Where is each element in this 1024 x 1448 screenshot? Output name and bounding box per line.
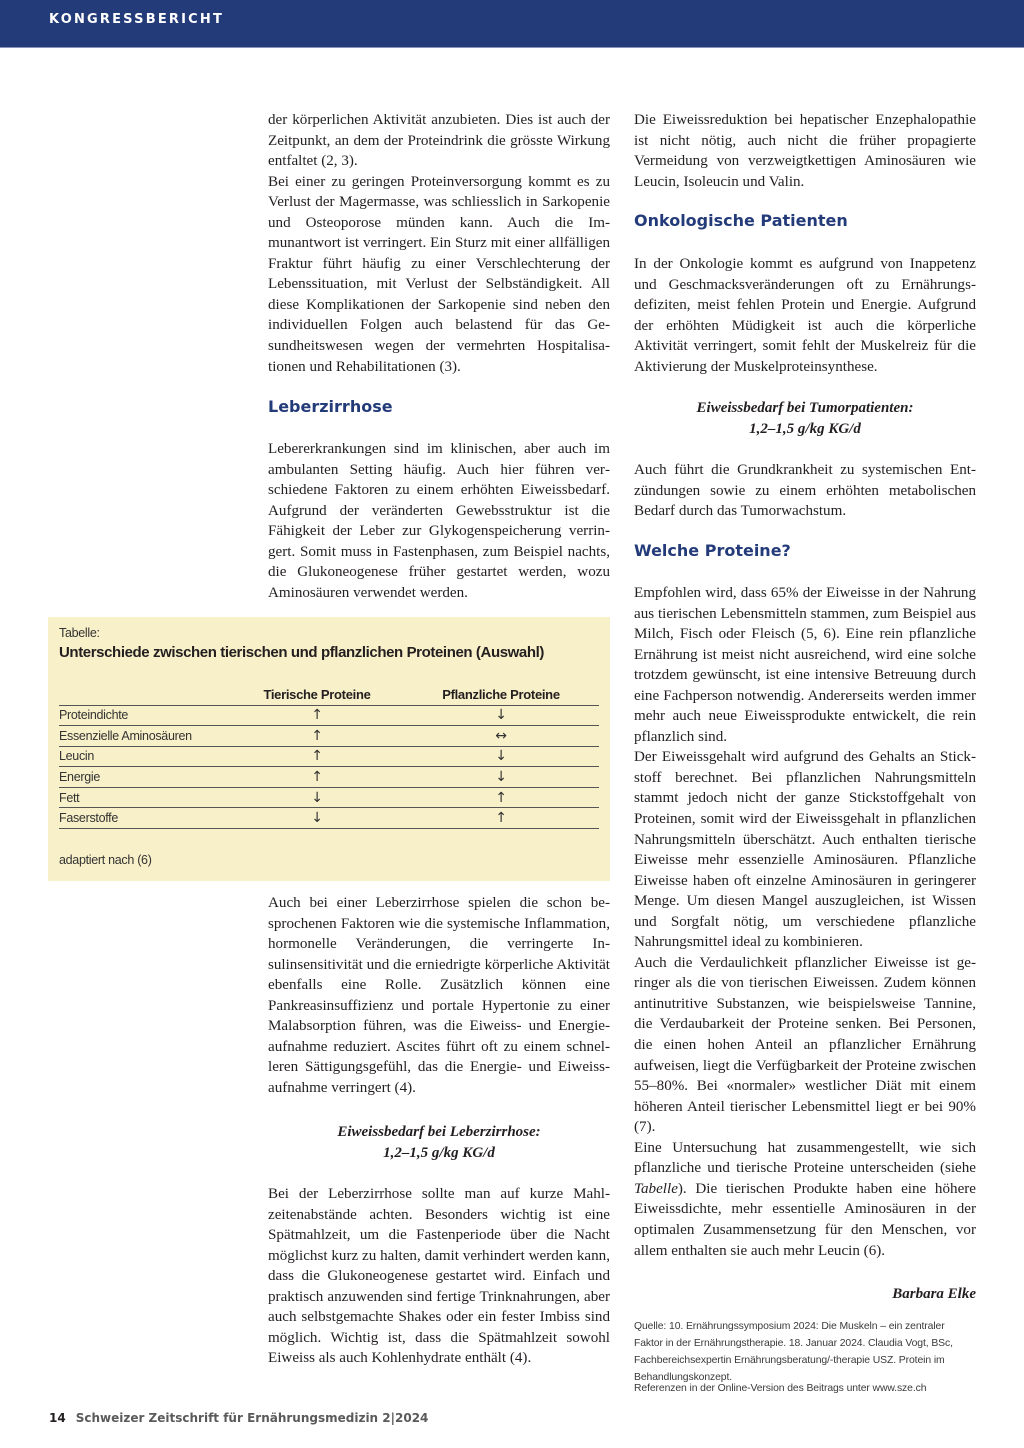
- header-bar: [0, 0, 1024, 48]
- paragraph-proteine-2: Der Eiweissgehalt wird aufgrund des Gehalts an Stickstoff berechnet. Bei pflanzlichen Nahrungsmitteln stammt jedoch nicht der ganze Stickstoffgehalt von Proteinen, somit wird der Eiweissgehalt in pflanzlichen Nahrungsmitteln überschätzt. Auch enthalten tierische Eiweisse mehr essenzielle Aminosäuren. Pflanzliche Eiweisse haben oft einzelne Aminosäuren in geringerer Menge. Um diesen Mangel auszugleichen, ist Wissen und Sorgfalt nötig, um verschiedene pflanzliche Nahrungsmittel ideal zu kombinieren.: [634, 749, 976, 951]
- comparison-table-box: [48, 617, 610, 881]
- paragraph-onko-2: Auch führt die Grundkrankheit zu systemischen Entzündungen sowie zu einem erhöhten metabolischen Bedarf durch das Tumorwachstum.: [634, 462, 976, 520]
- proteine-4-before: Eine Untersuchung hat zusammengestellt, wie sich pflanzliche und tierische Proteine unterscheiden (siehe: [634, 1139, 976, 1177]
- table-header-tierisch: Tierische Proteine: [231, 685, 403, 705]
- formula-tumor-line1: Eiweissbedarf bei Tumorpatienten:: [696, 400, 914, 416]
- table-row: [59, 767, 599, 788]
- arrow-up-icon: ↑: [231, 767, 403, 788]
- middle-column-leber: [268, 439, 610, 603]
- table-note: adaptiert nach (6): [59, 853, 152, 867]
- page-number: 14: [49, 1411, 66, 1425]
- page-footer: [49, 1411, 428, 1425]
- middle-column-leber-3: [268, 1184, 610, 1369]
- table-header-empty: [59, 685, 231, 705]
- arrow-up-icon: ↑: [231, 705, 403, 726]
- right-column-onko-2: [634, 460, 976, 522]
- paragraph-leber-2: Auch bei einer Leberzirrhose spielen die schon besprochenen Faktoren wie die systemische Inflammation, hormonelle Veränderungen, die verringerte Insulinsensitivität und die erniedrigte körperliche Aktivität ebenfalls eine Rolle. Zusätzlich können eine Pankreasinsuffizienz und portale Hypertonie zu einer Malabsorption führen, was die Eiweiss- und Energieaufnahme reduziert. Ascites führt oft zu einem schnelleren Sättigungsgefühl, das die Energie- und Eiweissaufnahme verringert (4).: [268, 895, 610, 1096]
- arrow-up-icon: ↑: [403, 787, 599, 808]
- paragraph-proteine-4: [634, 1138, 976, 1261]
- paragraph-onko: In der Onkologie kommt es aufgrund von Inappetenz und Geschmacksveränderungen oft zu Ernährungsdefiziten, meist fehlen Protein und Energie. Aufgrund der erhöhten Müdigkeit ist auch die körperliche Aktivität verringert, somit fehlt der Muskelreiz für die Aktivierung der Muskelproteinsynthese.: [634, 256, 976, 375]
- heading-welche-proteine: Welche Proteine?: [634, 541, 791, 560]
- arrow-up-icon: ↑: [231, 746, 403, 767]
- paragraph-sarkopenie: Bei einer zu geringen Proteinversorgung kommt es zu Verlust der Magermasse, was schliesslich in Sarkopenie und Osteoporose münden kann. Auch die Immunantwort ist verringert. Ein Sturz mit einer allfälligen Fraktur führt häufig zu einer Verschlechterung der Lebenssituation, mit Verlust der Selbständigkeit. All diese Komplikationen der Sarkopenie sind neben den individuellen Folgen auch belastend für das Gesundheitswesen wegen der vermehrten Hospitalisationen und Rehabilitationen (3).: [268, 173, 610, 375]
- table-row: [59, 726, 599, 747]
- arrow-down-icon: ↓: [403, 767, 599, 788]
- row-label: Essenzielle Aminosäuren: [59, 726, 231, 747]
- paragraph-enzephalopathie: Die Eiweissreduktion bei hepatischer Enzephalopathie ist nicht nötig, auch nicht die früher propagierte Vermeidung von verzweigtkettigen Aminosäuren wie Leucin, Isoleucin und Valin.: [634, 112, 976, 190]
- paragraph-leber-3: Bei der Leberzirrhose sollte man auf kurze Mahlzeitenabstände achten. Besonders wichtig ist eine Spätmahlzeit, um die Fastenperiode über die Nacht möglichst kurz zu halten, damit verhindert werden kann, dass die Glukoneogenese gestartet wird. Einfach und praktisch anzuwenden sind fertige Trinknahrungen, aber auch selbstgemachte Shakes oder ein fester Imbiss sind möglich. Wichtig ist, dass die Spätmahlzeit sowohl Eiweiss als auch Kohlenhydrate enthält (4).: [268, 1186, 610, 1367]
- formula-leber-line1: Eiweissbedarf bei Leberzirrhose:: [337, 1124, 541, 1140]
- heading-leberzirrhose: Leberzirrhose: [268, 397, 393, 416]
- journal-title: Schweizer Zeitschrift für Ernährungsmedizin 2|2024: [75, 1411, 429, 1425]
- arrow-up-icon: ↑: [403, 808, 599, 829]
- arrow-up-icon: ↑: [231, 726, 403, 747]
- right-column-intro: [634, 110, 976, 192]
- table-row: [59, 808, 599, 829]
- author-name: Barbara Elke: [892, 1286, 976, 1302]
- arrow-left-right-icon: ↔: [403, 726, 599, 747]
- paragraph-intro: der körperlichen Aktivität anzubieten. Dies ist auch der Zeitpunkt, an dem der Proteindrink die grösste Wirkung entfaltet (2, 3).: [268, 112, 610, 170]
- right-column-proteine: [634, 583, 976, 1261]
- arrow-down-icon: ↓: [231, 787, 403, 808]
- table-row: [59, 787, 599, 808]
- heading-onkologische-patienten: Onkologische Patienten: [634, 211, 848, 230]
- middle-column-top: [268, 110, 610, 377]
- formula-tumor: [634, 398, 976, 439]
- arrow-down-icon: ↓: [231, 808, 403, 829]
- table-header-row: [59, 685, 599, 705]
- formula-leber-line2: 1,2–1,5 g/kg KG/d: [383, 1144, 495, 1161]
- row-label: Faserstoffe: [59, 808, 231, 829]
- row-label: Proteindichte: [59, 705, 231, 726]
- table-reference: Tabelle: [634, 1180, 678, 1197]
- table-header-pflanzlich: Pflanzliche Proteine: [403, 685, 599, 705]
- source-note: Quelle: 10. Ernährungssymposium 2024: Die Muskeln – ein zentraler Faktor in der Ernährungstherapie. 18. Januar 2024. Claudia Vogt, BSc, Fachbereichsexpertin Ernährungsberatung/-therapie USZ. Protein im Behandlungskonzept.: [634, 1321, 953, 1383]
- right-column-onko: [634, 254, 976, 377]
- row-label: Fett: [59, 787, 231, 808]
- arrow-down-icon: ↓: [403, 705, 599, 726]
- table-row: [59, 705, 599, 726]
- comparison-table: [59, 685, 599, 829]
- row-label: Leucin: [59, 746, 231, 767]
- row-label: Energie: [59, 767, 231, 788]
- table-row: [59, 746, 599, 767]
- proteine-4-after: ). Die tierischen Produkte haben eine höhere Eiweissdichte, mehr essentielle Aminosäuren in der optimalen Zusammensetzung für den Menschen, vor allem enthalten sie auch mehr Leucin (6).: [634, 1180, 976, 1259]
- arrow-down-icon: ↓: [403, 746, 599, 767]
- section-label: KONGRESSBERICHT: [49, 12, 225, 27]
- paragraph-proteine-3: Auch die Verdaulichkeit pflanzlicher Eiweisse ist geringer als die von tierischen Eiweissen. Zudem können antinutritive Substanzen, wie beispielsweise Tannine, die Verdaubarkeit der Proteine senken. Bei Personen, die einen hohen Anteil an pflanzlicher Ernährung aufweisen, liegt die Verfügbarkeit der Proteine zwischen 55–80%. Bei «normaler» westlicher Diät mit einem höheren Anteil tierischer Lebensmittel liegt er bei 90% (7).: [634, 954, 976, 1136]
- table-caption-title: Unterschiede zwischen tierischen und pflanzlichen Proteinen (Auswahl): [59, 644, 544, 661]
- formula-leberzirrhose: [268, 1122, 610, 1163]
- paragraph-proteine-1: Empfohlen wird, dass 65% der Eiweisse in der Nahrung aus tierischen Lebensmitteln stammen, zum Beispiel aus Milch, Fisch oder Fleisch (5, 6). Eine rein pflanzliche Ernährung ist meist nicht ausreichend, wird eine solche trotzdem gewünscht, ist eine intensive Betreuung durch eine Fachperson notwendig. Andererseits werden immer mehr auch neue Eiweissprodukte entwickelt, die rein pflanzlich sind.: [634, 585, 976, 745]
- paragraph-leber: Lebererkrankungen sind im klinischen, aber auch im ambulanten Setting häufig. Auch hier führen verschiedene Faktoren zu einem erhöhten Eiweissbedarf. Aufgrund der veränderten Gewebsstruktur ist die Fähigkeit der Leber zur Glykogenspeicherung verringert. Somit muss in Fastenphasen, zum Beispiel nachts, die Glukoneogenese früher gestartet werden, wozu Aminosäuren verwendet werden.: [268, 441, 610, 601]
- references-note: Referenzen in der Online-Version des Beitrags unter www.sze.ch: [634, 1383, 927, 1394]
- middle-column-leber-2: [268, 893, 610, 1098]
- formula-tumor-line2: 1,2–1,5 g/kg KG/d: [749, 420, 861, 437]
- table-caption-label: Tabelle:: [59, 626, 100, 640]
